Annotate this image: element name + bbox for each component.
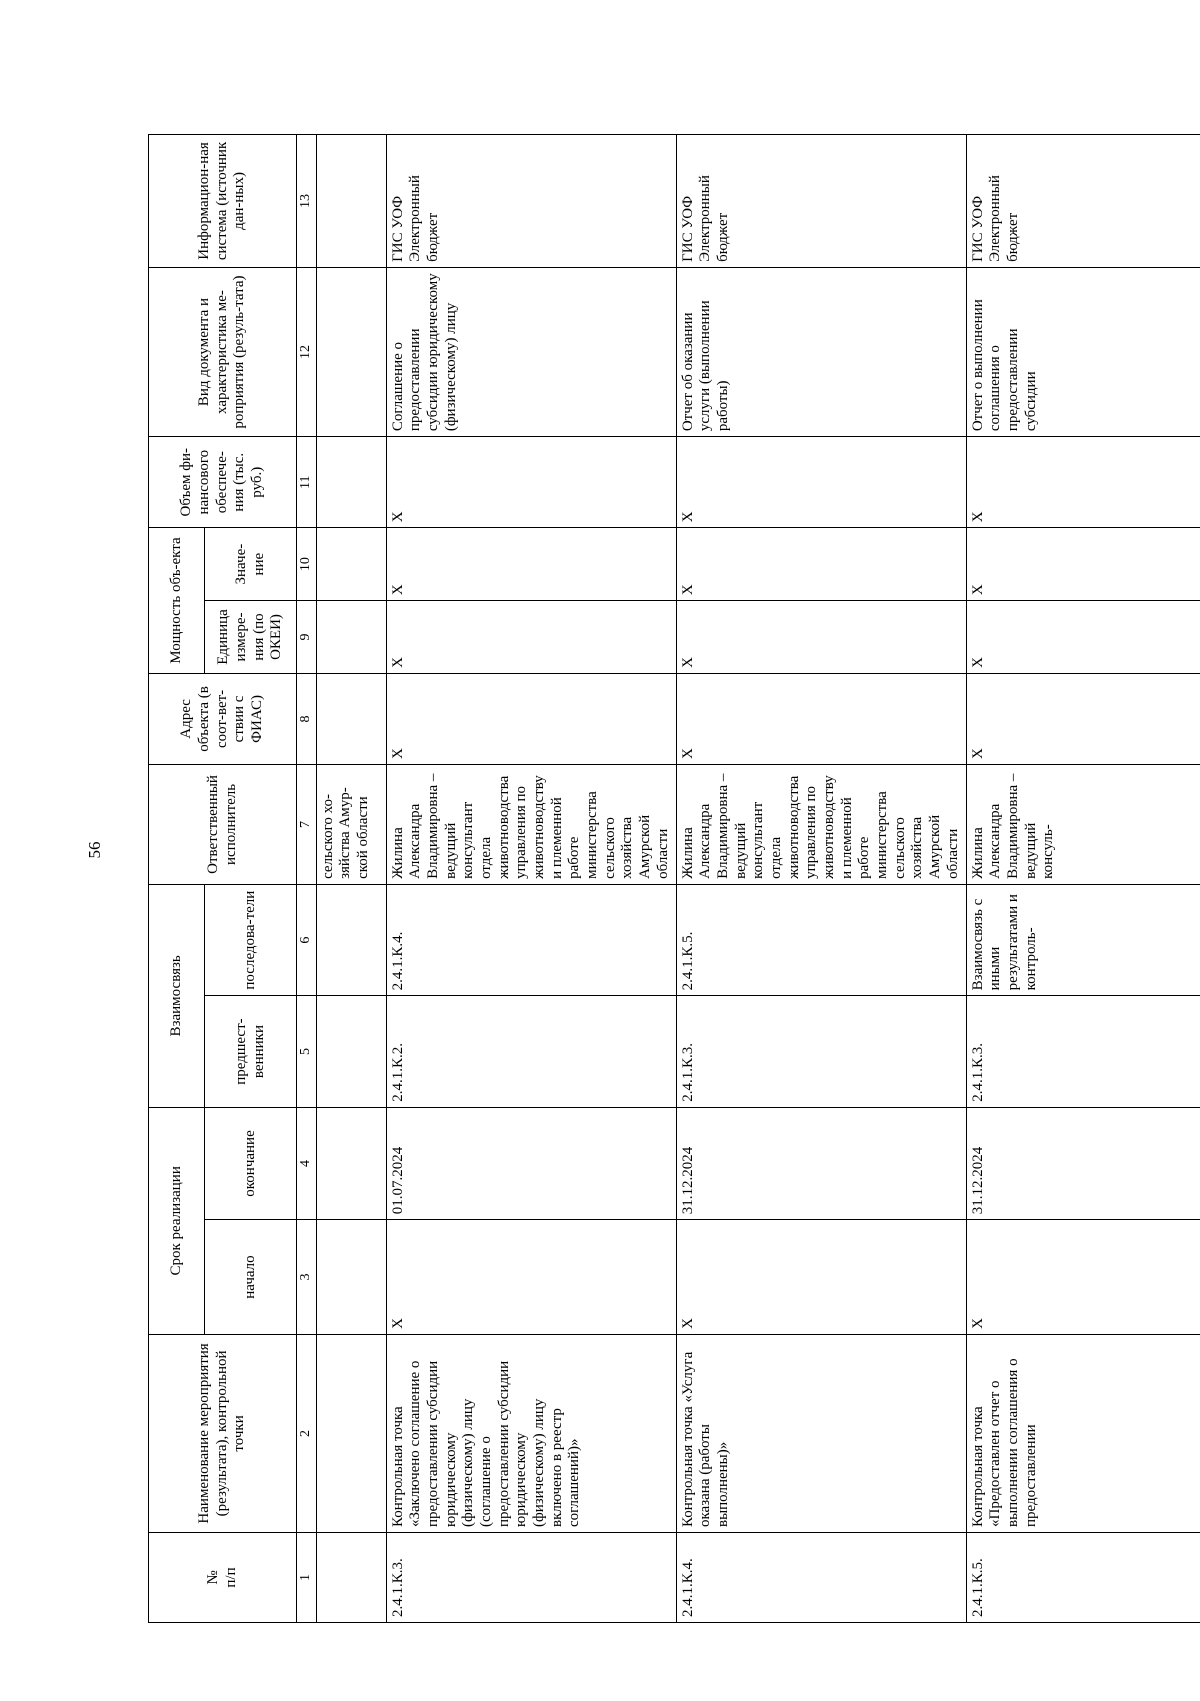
- table-cell: [316, 1220, 386, 1335]
- cell-unit: X: [676, 601, 966, 674]
- cell-responsible: сельского хо-зяйства Амур-ской области: [316, 764, 386, 884]
- cell-value: X: [676, 528, 966, 601]
- header-number: № п/п: [149, 1533, 297, 1623]
- table-cell: [316, 1334, 386, 1532]
- header-row-1: [149, 135, 205, 1623]
- header-responsible: Ответственный исполнитель: [149, 764, 297, 884]
- cell-name: Контрольная точка «Услуга оказана (работы выполнены)»: [676, 1334, 966, 1532]
- cell-address: X: [676, 673, 966, 764]
- header-document: Вид документа и характеристика ме-роприятия (резуль-тата): [149, 267, 297, 436]
- cell-document: Соглашение о предоставлении субсидии юридическому (физическому) лицу: [386, 267, 676, 436]
- continuation-row: [316, 135, 386, 1623]
- cell-successors: 2.4.1.К.4.: [386, 884, 676, 995]
- header-capacity: Мощность объ-екта: [149, 528, 205, 674]
- table-cell: [316, 673, 386, 764]
- header-unit: Единица измере-ния (по ОКЕИ): [205, 601, 297, 674]
- header-end: окончание: [205, 1107, 297, 1219]
- table-cell: [316, 528, 386, 601]
- column-number: 3: [297, 1220, 317, 1335]
- header-start: начало: [205, 1220, 297, 1335]
- table-cell: [316, 437, 386, 528]
- column-number: 8: [297, 673, 317, 764]
- cell-responsible: Жилина Александра Владимировна – ведущий консультант отдела животноводства управления по животноводству и племенной работе министерства сельского хозяйства Амурской области: [386, 764, 676, 884]
- cell-system: ГИС УОФ Электронный бюджет: [386, 135, 676, 268]
- table-cell: [316, 996, 386, 1107]
- column-number: 10: [297, 528, 317, 601]
- header-name: Наименование мероприятия (результата), контрольной точки: [149, 1334, 297, 1532]
- column-number: 12: [297, 267, 317, 436]
- cell-end: 31.12.2024: [966, 1107, 1200, 1219]
- cell-system: ГИС УОФ Электронный бюджет: [676, 135, 966, 268]
- column-number: 2: [297, 1334, 317, 1532]
- cell-start: X: [676, 1220, 966, 1335]
- cell-system: ГИС УОФ Электронный бюджет: [966, 135, 1200, 268]
- header-finance: Объем фи-нансового обеспече-ния (тыс. руб.): [149, 437, 297, 528]
- table-cell: [316, 1533, 386, 1623]
- page-number: 56: [85, 841, 104, 859]
- cell-predecessors: 2.4.1.К.2.: [386, 996, 676, 1107]
- cell-end: 01.07.2024: [386, 1107, 676, 1219]
- table-cell: [316, 884, 386, 995]
- table-cell: [316, 267, 386, 436]
- column-number: 4: [297, 1107, 317, 1219]
- cell-predecessors: 2.4.1.К.3.: [966, 996, 1200, 1107]
- header-address: Адрес объекта (в соот-вет-ствии с ФИАС): [149, 673, 297, 764]
- column-number: 9: [297, 601, 317, 674]
- table-row: [676, 135, 966, 1623]
- column-numbers-row: [297, 135, 317, 1623]
- header-value: Значе-ние: [205, 528, 297, 601]
- header-predecessors: предшест-венники: [205, 996, 297, 1107]
- column-number: 1: [297, 1533, 317, 1623]
- header-link: Взаимосвязь: [149, 884, 205, 1107]
- cell-name: Контрольная точка «Предоставлен отчет о выполнении соглашения о предоставлении: [966, 1334, 1200, 1532]
- rotated-page-content: [148, 134, 1188, 1623]
- column-number: 13: [297, 135, 317, 268]
- table-cell: [316, 135, 386, 268]
- table-cell: [316, 1107, 386, 1219]
- column-number: 5: [297, 996, 317, 1107]
- cell-responsible: Жилина Александра Владимировна – ведущий консультант отдела животноводства управления по животноводству и племенной работе министерства сельского хозяйства Амурской области: [676, 764, 966, 884]
- cell-predecessors: 2.4.1.К.3.: [676, 996, 966, 1107]
- cell-value: X: [966, 528, 1200, 601]
- cell-address: X: [966, 673, 1200, 764]
- table-row: [966, 135, 1200, 1623]
- cell-name: Контрольная точка «Заключено соглашение о предоставлении субсидии юридическому (физическому) лицу (соглашение о предоставлении субсидии юридическому (физическому) лицу включено в реестр соглашений)»: [386, 1334, 676, 1532]
- header-period: Срок реализации: [149, 1107, 205, 1334]
- column-number: 7: [297, 764, 317, 884]
- header-system: Информацион-ная система (источник дан-ных): [149, 135, 297, 268]
- cell-number: 2.4.1.К.5.: [966, 1533, 1200, 1623]
- column-number: 6: [297, 884, 317, 995]
- cell-number: 2.4.1.К.3.: [386, 1533, 676, 1623]
- cell-start: X: [386, 1220, 676, 1335]
- cell-value: X: [386, 528, 676, 601]
- cell-number: 2.4.1.К.4.: [676, 1533, 966, 1623]
- header-successors: последова-тели: [205, 884, 297, 995]
- cell-address: X: [386, 673, 676, 764]
- cell-document: Отчет о выполнении соглашения о предоставлении субсидии: [966, 267, 1200, 436]
- cell-document: Отчет об оказании услуги (выполнении работы): [676, 267, 966, 436]
- cell-end: 31.12.2024: [676, 1107, 966, 1219]
- cell-successors: 2.4.1.К.5.: [676, 884, 966, 995]
- table-cell: [316, 601, 386, 674]
- cell-responsible: Жилина Александра Владимировна – ведущий консуль-: [966, 764, 1200, 884]
- plan-table: [148, 134, 1200, 1623]
- table-row: [386, 135, 676, 1623]
- cell-finance: X: [386, 437, 676, 528]
- cell-start: X: [966, 1220, 1200, 1335]
- cell-unit: X: [386, 601, 676, 674]
- cell-unit: X: [966, 601, 1200, 674]
- cell-finance: X: [676, 437, 966, 528]
- cell-successors: Взаимосвязь с иными результатами и контроль-: [966, 884, 1200, 995]
- column-number: 11: [297, 437, 317, 528]
- cell-finance: X: [966, 437, 1200, 528]
- table-area: [148, 134, 1200, 1617]
